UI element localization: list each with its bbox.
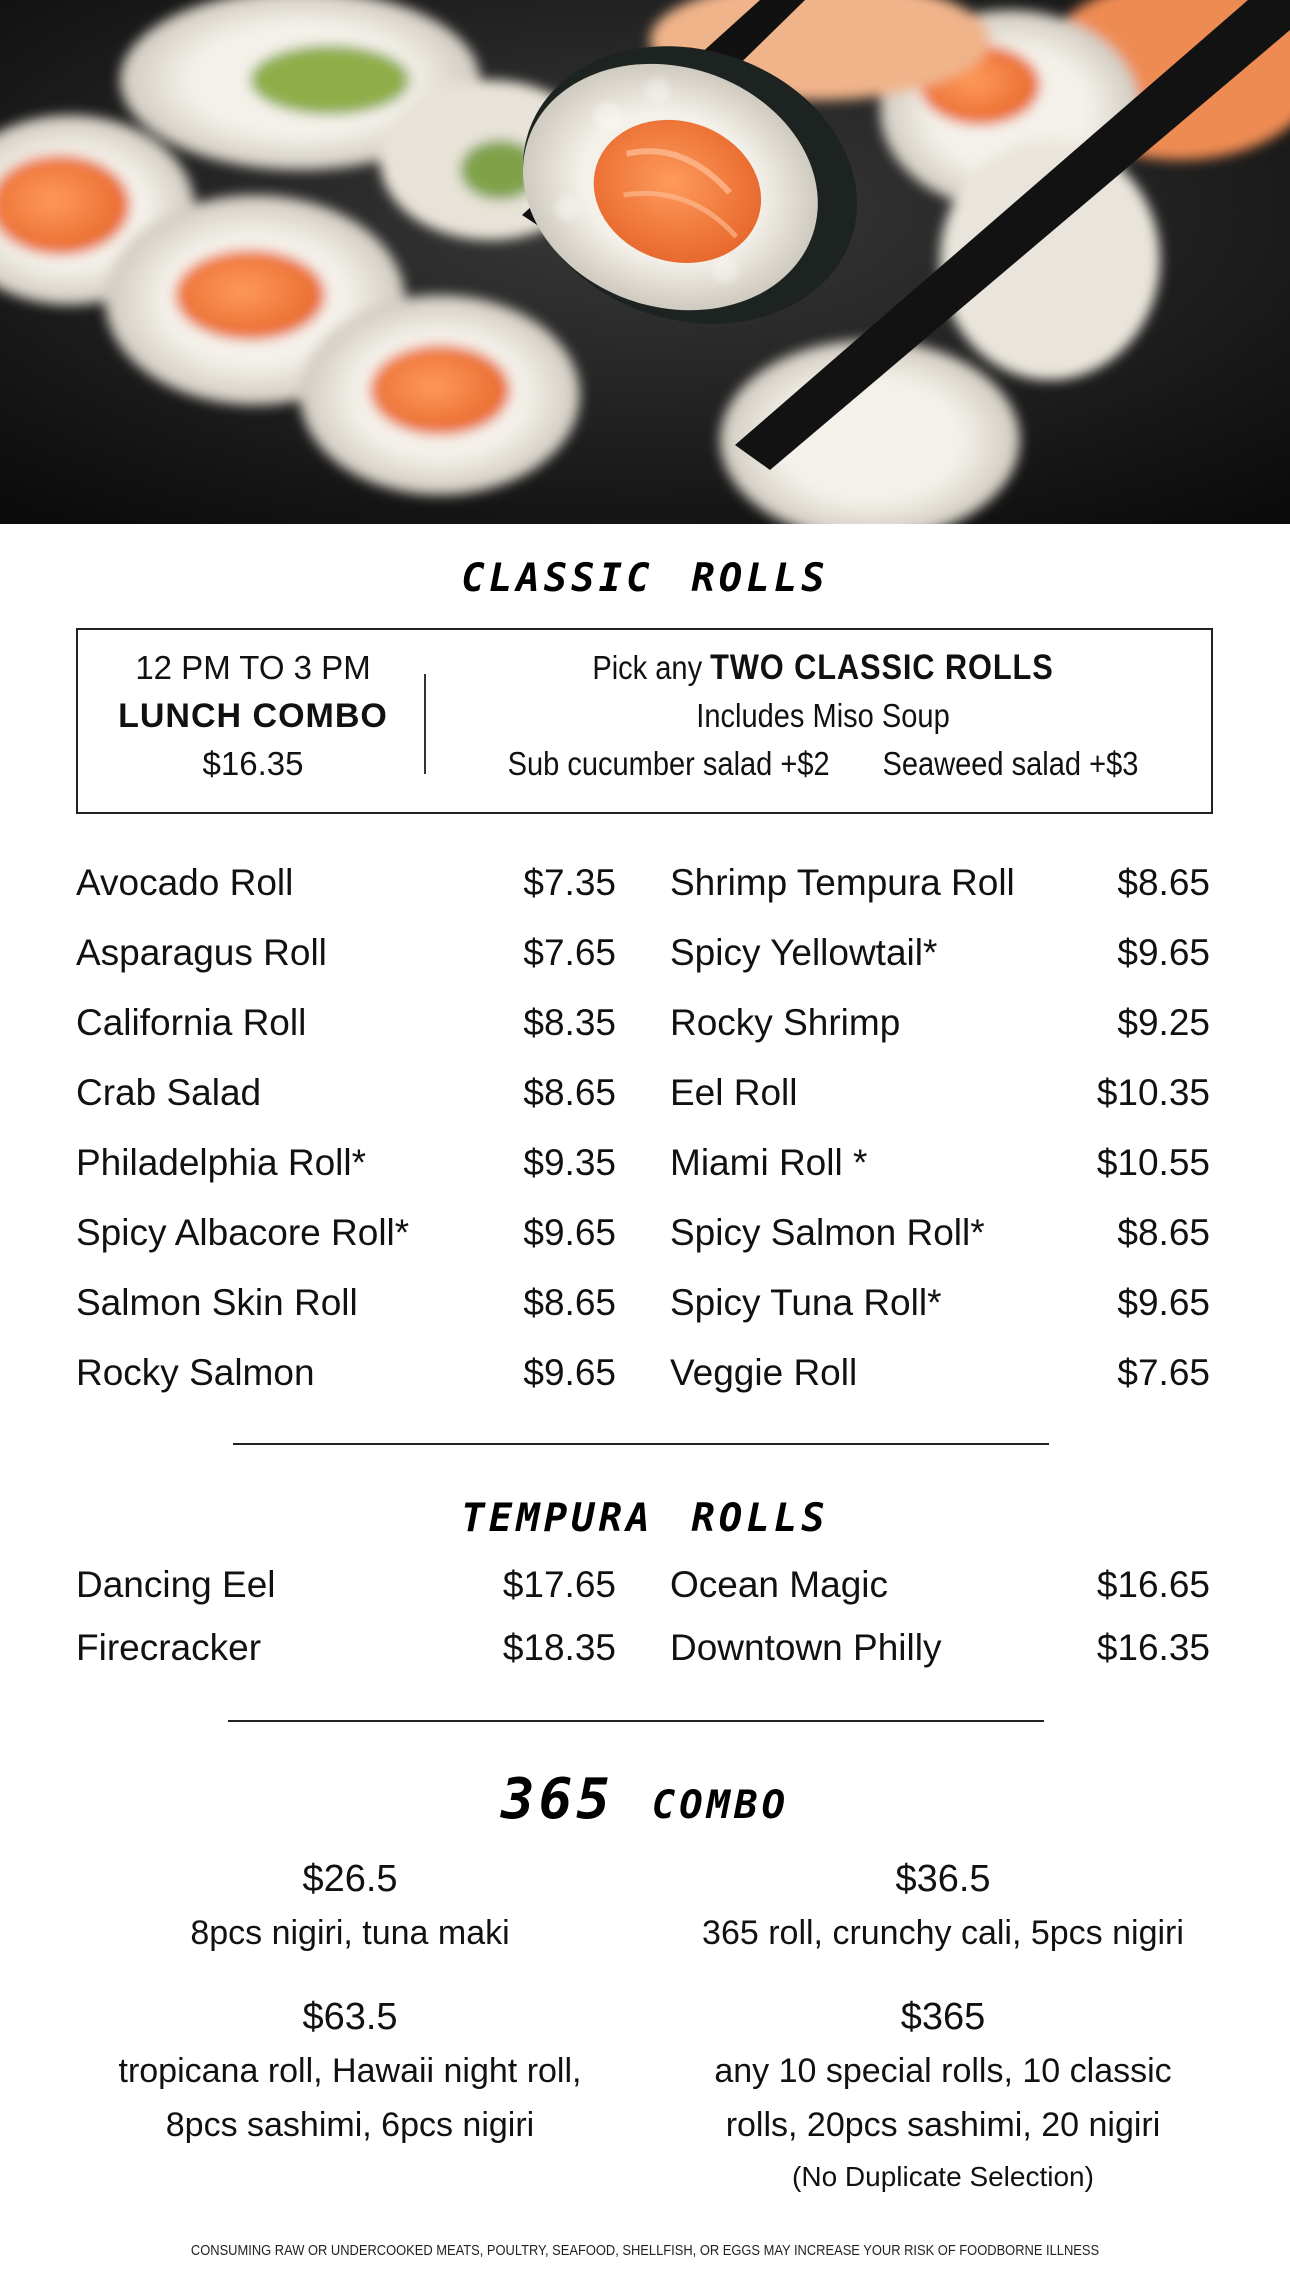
item-price: $18.35	[502, 1627, 616, 1668]
sub-seaweed: Seaweed salad +$3	[882, 745, 1139, 782]
combo-365-item	[663, 1852, 1223, 1960]
item-price: $8.65	[523, 1072, 616, 1113]
item-price: $9.65	[523, 1212, 616, 1253]
combo-description: tropicana roll, Hawaii night roll,	[118, 2052, 582, 2090]
pick-bold: TWO CLASSIC ROLLS	[710, 648, 1054, 687]
classic-left-column	[76, 848, 616, 1408]
item-price: $8.65	[1117, 1212, 1210, 1253]
menu-item	[670, 848, 1210, 918]
item-price: $7.65	[1117, 1352, 1210, 1393]
menu-item	[76, 1128, 616, 1198]
tempura-rolls-title: tempura rolls	[461, 1480, 829, 1545]
menu-item	[76, 1553, 616, 1616]
item-name: Spicy Salmon Roll*	[670, 1212, 985, 1253]
combo-description-line2: 8pcs sashimi, 6pcs nigiri	[165, 2106, 535, 2144]
item-name: Salmon Skin Roll	[76, 1282, 358, 1323]
item-name: Avocado Roll	[76, 862, 294, 903]
item-name: Rocky Salmon	[76, 1352, 315, 1393]
menu-item	[670, 1268, 1210, 1338]
item-name: Eel Roll	[670, 1072, 798, 1113]
menu-item	[76, 1616, 616, 1679]
lunch-combo-hours: 12 PM TO 3 PM	[135, 649, 371, 686]
item-name: Rocky Shrimp	[670, 1002, 901, 1043]
menu-item	[670, 1553, 1210, 1616]
lunch-combo-pick	[438, 644, 1208, 692]
menu-item	[670, 1128, 1210, 1198]
classic-rolls-title: classic rolls	[461, 540, 829, 605]
menu-item	[76, 1198, 616, 1268]
hero-photo	[0, 0, 1290, 524]
menu-item	[76, 1058, 616, 1128]
combo-divider	[424, 674, 426, 774]
combo-365-item	[70, 1852, 630, 1960]
item-price: $10.35	[1096, 1072, 1210, 1113]
lunch-combo-box	[76, 628, 1213, 814]
item-price: $10.55	[1096, 1142, 1210, 1183]
menu-item	[76, 1268, 616, 1338]
combo-365-title: 365 combo	[500, 1767, 790, 1832]
menu-item	[670, 988, 1210, 1058]
item-price: $8.65	[1117, 862, 1210, 903]
combo-description: 8pcs nigiri, tuna maki	[190, 1914, 510, 1952]
combo-note: (No Duplicate Selection)	[792, 2161, 1094, 2192]
combo-price: $36.5	[895, 1858, 991, 1900]
item-name: Firecracker	[76, 1627, 262, 1668]
lunch-combo-details	[438, 630, 1208, 812]
item-price: $9.65	[1117, 1282, 1210, 1323]
classic-right-column	[670, 848, 1210, 1408]
item-name: Philadelphia Roll*	[76, 1142, 367, 1183]
lunch-combo-summary	[78, 630, 428, 812]
menu-item	[670, 918, 1210, 988]
lunch-combo-substitutions	[438, 740, 1208, 788]
menu-item	[76, 918, 616, 988]
item-price: $16.65	[1096, 1564, 1210, 1605]
combo-description-line2: rolls, 20pcs sashimi, 20 nigiri	[725, 2106, 1161, 2144]
item-name: Dancing Eel	[76, 1564, 276, 1605]
item-name: Shrimp Tempura Roll	[670, 862, 1015, 903]
item-name: Asparagus Roll	[76, 932, 327, 973]
combo-365-item	[663, 1990, 1223, 2202]
combo-365-item	[70, 1990, 630, 2152]
food-safety-disclaimer: CONSUMING RAW OR UNDERCOOKED MEATS, POULTRY, SEAFOOD, SHELLFISH, OR EGGS MAY INCREASE YOUR RISK OF FOODBORNE ILLNESS	[190, 2242, 1100, 2259]
item-name: Veggie Roll	[670, 1352, 858, 1393]
section-divider	[228, 1720, 1044, 1722]
lunch-combo-price: $16.35	[202, 745, 304, 782]
item-price: $16.35	[1096, 1627, 1210, 1668]
lunch-combo-label: LUNCH COMBO	[118, 697, 388, 735]
pick-prefix: Pick any	[592, 649, 703, 686]
item-price: $8.35	[523, 1002, 616, 1043]
item-price: $7.65	[523, 932, 616, 973]
item-name: Miami Roll *	[670, 1142, 868, 1183]
combo-description: any 10 special rolls, 10 classic	[714, 2052, 1172, 2090]
lunch-combo-includes: Includes Miso Soup	[696, 697, 950, 734]
item-price: $8.65	[523, 1282, 616, 1323]
item-price: $9.25	[1117, 1002, 1210, 1043]
tempura-left-column	[76, 1553, 616, 1679]
item-price: $7.35	[523, 862, 616, 903]
item-name: Ocean Magic	[670, 1564, 888, 1605]
menu-item	[76, 848, 616, 918]
menu-item	[76, 988, 616, 1058]
combo-price: $63.5	[302, 1996, 398, 2038]
menu-item	[670, 1058, 1210, 1128]
sub-cucumber: Sub cucumber salad +$2	[507, 745, 830, 782]
item-name: Downtown Philly	[670, 1627, 942, 1668]
menu-item	[670, 1198, 1210, 1268]
item-price: $9.65	[1117, 932, 1210, 973]
sushi-photo-illustration	[0, 0, 1290, 524]
item-price: $9.35	[523, 1142, 616, 1183]
menu-item	[76, 1338, 616, 1408]
menu-item	[670, 1616, 1210, 1679]
item-name: Spicy Albacore Roll*	[76, 1212, 410, 1253]
combo-price: $365	[900, 1996, 986, 2038]
combo-description: 365 roll, crunchy cali, 5pcs nigiri	[702, 1914, 1184, 1952]
item-name: California Roll	[76, 1002, 307, 1043]
menu-item	[670, 1338, 1210, 1408]
combo-price: $26.5	[302, 1858, 398, 1900]
item-name: Spicy Yellowtail*	[670, 932, 938, 973]
item-name: Crab Salad	[76, 1072, 262, 1113]
tempura-right-column	[670, 1553, 1210, 1679]
item-name: Spicy Tuna Roll*	[670, 1282, 942, 1323]
item-price: $17.65	[502, 1564, 616, 1605]
section-divider	[233, 1443, 1049, 1445]
item-price: $9.65	[523, 1352, 616, 1393]
